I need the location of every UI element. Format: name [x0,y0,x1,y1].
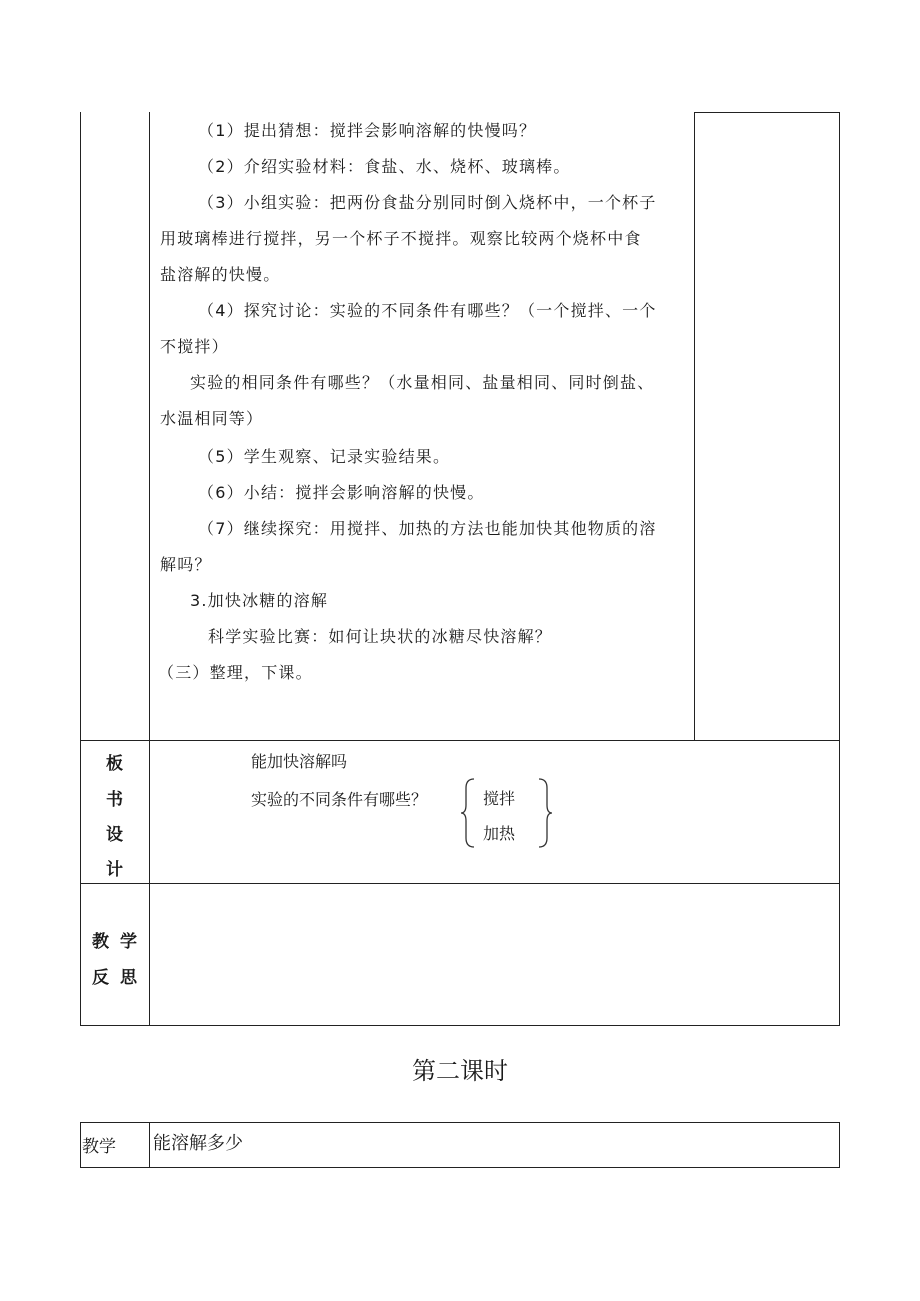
table-divider-label-col [149,112,150,1026]
table-row-line-2 [80,883,840,884]
board-title: 能加快溶解吗 [251,752,348,771]
left-brace-icon [460,778,476,848]
procedure-line-14: 3.加快冰糖的溶解 [190,591,329,610]
procedure-line-2: （2）介绍实验材料：食盐、水、烧杯、玻璃棒。 [198,157,571,176]
reflection-label-char-4: 思 [120,968,137,988]
reflection-label-char-2: 学 [120,932,137,952]
right-brace-icon [537,778,553,848]
procedure-line-3: （3）小组实验：把两份食盐分别同时倒入烧杯中，一个杯子 [198,193,657,212]
procedure-line-12: （7）继续探究：用搅拌、加热的方法也能加快其他物质的溶 [198,519,657,538]
board-label-char-1: 板 [106,754,123,774]
lesson2-row-label: 教学 [82,1137,116,1157]
procedure-line-5: 盐溶解的快慢。 [160,265,281,284]
procedure-line-9: 水温相同等） [160,409,264,428]
lesson2-table-left [80,1122,81,1168]
procedure-line-15: 科学实验比赛：如何让块状的冰糖尽快溶解？ [208,627,553,646]
board-label-char-4: 计 [106,860,123,880]
procedure-line-10: （5）学生观察、记录实验结果。 [198,447,451,466]
table-border-right [839,112,840,1026]
lesson2-table-bottom [80,1167,840,1168]
lesson2-table-divider [149,1122,150,1168]
procedure-line-16: （三）整理，下课。 [158,663,313,682]
procedure-line-11: （6）小结：搅拌会影响溶解的快慢。 [198,483,485,502]
reflection-label-char-1: 教 [92,932,109,952]
lesson2-table-right [839,1122,840,1168]
board-label-char-3: 设 [106,825,123,845]
lesson2-heading: 第二课时 [412,1057,508,1085]
board-question: 实验的不同条件有哪些？ [251,790,428,809]
procedure-line-1: （1）提出猜想：搅拌会影响溶解的快慢吗？ [198,121,537,140]
table-row-line-1 [80,740,840,741]
board-item-heat: 加热 [483,824,516,843]
procedure-line-7: 不搅拌） [160,337,229,356]
procedure-line-8: 实验的相同条件有哪些？（水量相同、盐量相同、同时倒盐、 [190,373,655,392]
procedure-line-13: 解吗？ [160,555,212,574]
table-border-bottom [80,1025,840,1026]
board-item-stir: 搅拌 [483,789,516,808]
table-notes-cell-top [694,112,840,113]
procedure-line-4: 用玻璃棒进行搅拌，另一个杯子不搅拌。观察比较两个烧杯中食 [160,229,642,248]
procedure-line-6: （4）探究讨论：实验的不同条件有哪些？（一个搅拌、一个 [198,301,657,320]
board-label-char-2: 书 [106,790,123,810]
lesson2-table-top [80,1122,840,1123]
table-border-left [80,112,81,1026]
lesson2-row-value: 能溶解多少 [153,1133,243,1154]
reflection-label-char-3: 反 [92,968,109,988]
table-divider-notes-col [694,112,695,740]
